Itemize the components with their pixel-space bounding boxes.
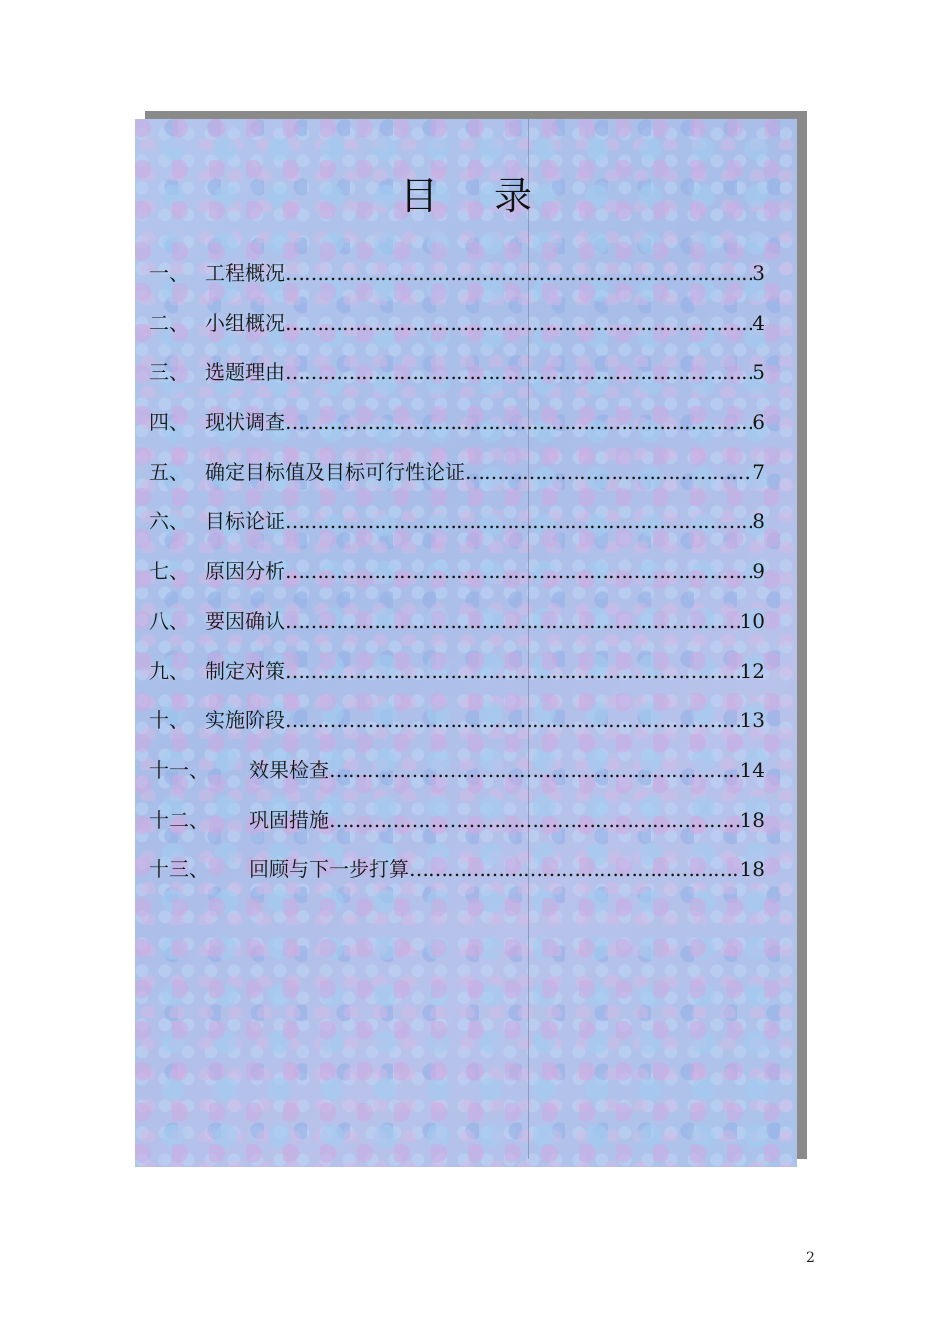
toc-entry-page: 9 <box>752 559 765 583</box>
toc-entry[interactable] <box>149 506 765 536</box>
toc-leader-dots <box>285 606 740 636</box>
toc-entry-number: 六、 <box>149 509 189 533</box>
toc-entry-label: 现状调查 <box>205 410 285 434</box>
toc-entry-number: 八、 <box>149 609 189 633</box>
toc-entry-label: 制定对策 <box>205 659 285 683</box>
toc-entry-number: 三、 <box>149 360 189 384</box>
toc-leader-dots <box>285 705 740 735</box>
toc-entry-number: 十三、 <box>149 857 209 881</box>
toc-entry-number: 一、 <box>149 261 189 285</box>
toc-entry-number: 五、 <box>149 460 189 484</box>
toc-leader-dots <box>285 407 752 437</box>
toc-leader-dots <box>285 308 752 338</box>
toc-entry[interactable] <box>149 656 765 686</box>
toc-leader-dots <box>329 755 740 785</box>
toc-entry-page: 12 <box>739 659 765 683</box>
toc-entry-page: 6 <box>752 410 765 434</box>
toc-entry[interactable] <box>149 805 765 835</box>
toc-entry-page: 18 <box>739 857 765 881</box>
toc-entry-page: 7 <box>752 460 765 484</box>
toc-entry[interactable] <box>149 357 765 387</box>
toc-entry-number: 四、 <box>149 410 189 434</box>
toc-entry[interactable] <box>149 755 765 785</box>
toc-entry-label: 确定目标值及目标可行性论证 <box>205 460 465 484</box>
toc-entry[interactable] <box>149 606 765 636</box>
toc-leader-dots <box>285 656 740 686</box>
toc-entry-label: 巩固措施 <box>249 808 329 832</box>
toc-entry-page: 10 <box>739 609 765 633</box>
toc-entry-page: 18 <box>739 808 765 832</box>
toc-leader-dots <box>285 506 752 536</box>
toc-entry-label: 小组概况 <box>205 311 285 335</box>
toc-entry-number: 十一、 <box>149 758 209 782</box>
toc-entry[interactable] <box>149 308 765 338</box>
toc-entry[interactable] <box>149 258 765 288</box>
toc-entry-number: 九、 <box>149 659 189 683</box>
toc-entry[interactable] <box>149 457 765 487</box>
toc-entry-page: 3 <box>752 261 765 285</box>
toc-entry-number: 十、 <box>149 708 189 732</box>
toc-leader-dots <box>285 556 752 586</box>
toc-entry[interactable] <box>149 407 765 437</box>
toc-entry-number: 七、 <box>149 559 189 583</box>
toc-panel <box>135 119 797 1167</box>
toc-leader-dots <box>409 854 740 884</box>
toc-entry[interactable] <box>149 705 765 735</box>
toc-entry-label: 实施阶段 <box>205 708 285 732</box>
toc-entry-number: 十二、 <box>149 808 209 832</box>
toc-entry-label: 工程概况 <box>205 261 285 285</box>
toc-leader-dots <box>329 805 740 835</box>
toc-leader-dots <box>285 258 752 288</box>
page-number: 2 <box>806 1250 815 1266</box>
toc-entry[interactable] <box>149 854 765 884</box>
toc-entry[interactable] <box>149 556 765 586</box>
toc-entry-page: 13 <box>739 708 765 732</box>
toc-entry-label: 效果检查 <box>249 758 329 782</box>
toc-entry-page: 8 <box>752 509 765 533</box>
toc-title: 目 录 <box>399 174 555 218</box>
toc-entry-page: 4 <box>752 311 765 335</box>
toc-leader-dots <box>285 357 752 387</box>
toc-entry-label: 目标论证 <box>205 509 285 533</box>
toc-entry-label: 原因分析 <box>205 559 285 583</box>
toc-entry-page: 5 <box>752 360 765 384</box>
toc-entry-label: 选题理由 <box>205 360 285 384</box>
toc-entry-page: 14 <box>739 758 765 782</box>
toc-leader-dots <box>465 457 752 487</box>
toc-entry-label: 要因确认 <box>205 609 285 633</box>
toc-entry-number: 二、 <box>149 311 189 335</box>
toc-entry-label: 回顾与下一步打算 <box>249 857 409 881</box>
toc-list <box>135 119 797 919</box>
